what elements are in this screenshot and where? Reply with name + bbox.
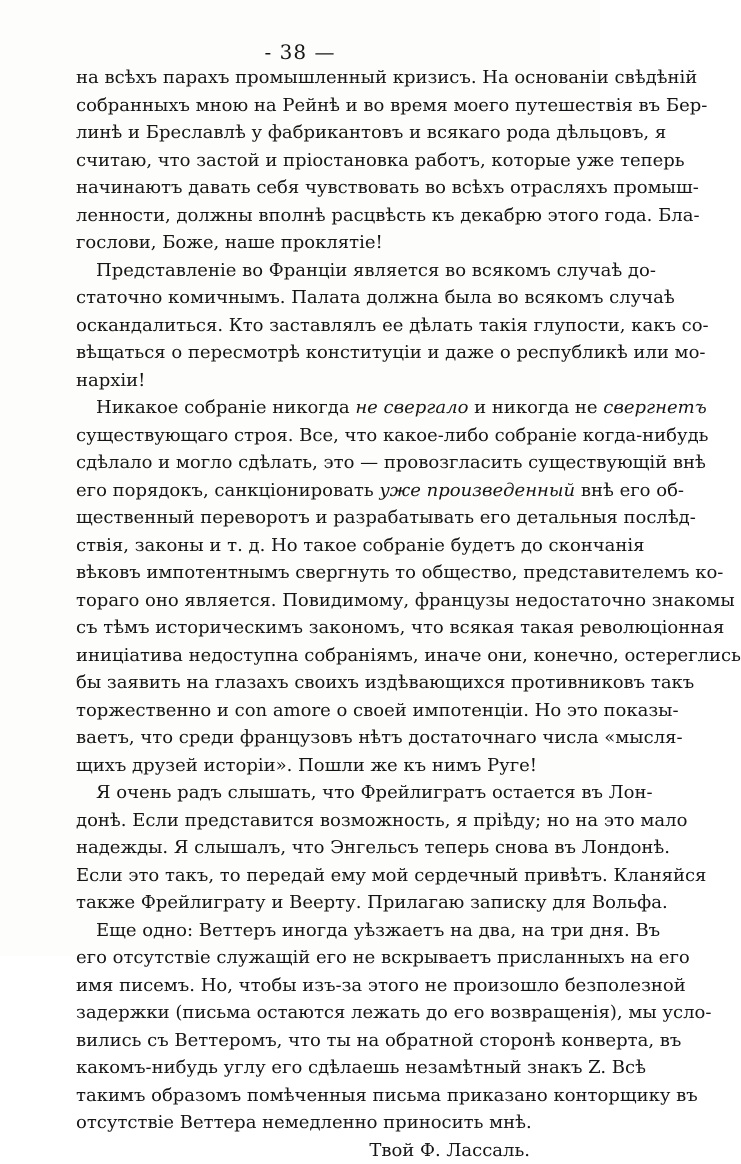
text-line: щественный переворотъ и разрабатывать его детальныя послѣд-: [76, 504, 536, 532]
page-number: - 38 —: [0, 40, 600, 64]
text-line: такимъ образомъ помѣченныя письма приказано конторщику въ: [76, 1082, 536, 1110]
text-line: Еще одно: Веттеръ иногда уѣзжаетъ на два, на три дня. Въ: [76, 917, 536, 945]
letter-body: [76, 64, 536, 1164]
text-line: тораго оно является. Повидимому, французы недостаточно знакомы: [76, 587, 536, 615]
text-line: на всѣхъ парахъ промышленный кризисъ. На основаніи свѣдѣній: [76, 64, 536, 92]
text-line: надежды. Я слышалъ, что Энгельсъ теперь снова въ Лондонѣ.: [76, 834, 536, 862]
text-line: вились съ Веттеромъ, что ты на обратной сторонѣ конверта, въ: [76, 1027, 536, 1055]
text-line: ленности, должны вполнѣ расцвѣсть къ декабрю этого года. Бла-: [76, 202, 536, 230]
text-line: имя писемъ. Но, чтобы изъ-за этого не произошло безполезной: [76, 972, 536, 1000]
text-line: съ тѣмъ историческимъ закономъ, что всякая такая революціонная: [76, 614, 536, 642]
text-line: его порядокъ, санкціонировать уже произведенный внѣ его об-: [76, 477, 536, 505]
text-line: ваетъ, что среди французовъ нѣтъ достаточнаго числа «мысля-: [76, 724, 536, 752]
text-line: линѣ и Бреславлѣ у фабрикантовъ и всякаго рода дѣльцовъ, я: [76, 119, 536, 147]
text-line: оскандалиться. Кто заставлялъ ее дѣлать такія глупости, какъ со-: [76, 312, 536, 340]
text-line: донѣ. Если представится возможность, я пріѣду; но на это мало: [76, 807, 536, 835]
text-line: Никакое собраніе никогда не свергало и никогда не свергнетъ: [76, 394, 536, 422]
text-line: ствія, законы и т. д. Но такое собраніе будетъ до скончанія: [76, 532, 536, 560]
text-line: существующаго строя. Все, что какое-либо собраніе когда-нибудь: [76, 422, 536, 450]
text-line: вѣковъ импотентнымъ свергнуть то общество, представителемъ ко-: [76, 559, 536, 587]
text-line: какомъ-нибудь углу его сдѣлаешь незамѣтный знакъ Z. Всѣ: [76, 1054, 536, 1082]
text-line: считаю, что застой и пріостановка работъ, которые уже теперь: [76, 147, 536, 175]
text-line: гослови, Боже, наше проклятіе!: [76, 229, 536, 257]
text-line: также Фрейлиграту и Веерту. Прилагаю записку для Вольфа.: [76, 889, 536, 917]
text-line: торжественно и con amore о своей импотенціи. Но это показы-: [76, 697, 536, 725]
text-line: бы заявить на глазахъ своихъ издѣвающихся противниковъ такъ: [76, 669, 536, 697]
text-line: Представленіе во Франціи является во всякомъ случаѣ до-: [76, 257, 536, 285]
text-line: сдѣлало и могло сдѣлать, это — провозгласить существующій внѣ: [76, 449, 536, 477]
text-line: собранныхъ мною на Рейнѣ и во время моего путешествія въ Бер-: [76, 92, 536, 120]
text-line: щихъ друзей исторіи». Пошли же къ нимъ Руге!: [76, 752, 536, 780]
text-line: Я очень радъ слышать, что Фрейлигратъ остается въ Лон-: [76, 779, 536, 807]
text-line: статочно комичнымъ. Палата должна была во всякомъ случаѣ: [76, 284, 536, 312]
text-line: нархіи!: [76, 367, 536, 395]
text-line: начинаютъ давать себя чувствовать во всѣхъ отрасляхъ промыш-: [76, 174, 536, 202]
text-line: Если это такъ, то передай ему мой сердечный привѣтъ. Кланяйся: [76, 862, 536, 890]
text-line: отсутствіе Веттера немедленно приносить мнѣ.: [76, 1109, 536, 1137]
signature-line: Твой Ф. Лассаль.: [76, 1137, 536, 1164]
text-line: вѣщаться о пересмотрѣ конституціи и даже о республикѣ или мо-: [76, 339, 536, 367]
text-line: задержки (письма остаются лежать до его возвращенія), мы усло-: [76, 999, 536, 1027]
text-line: иниціатива недоступна собраніямъ, иначе они, конечно, остереглись: [76, 642, 536, 670]
text-line: его отсутствіе служащій его не вскрываетъ присланныхъ на его: [76, 944, 536, 972]
